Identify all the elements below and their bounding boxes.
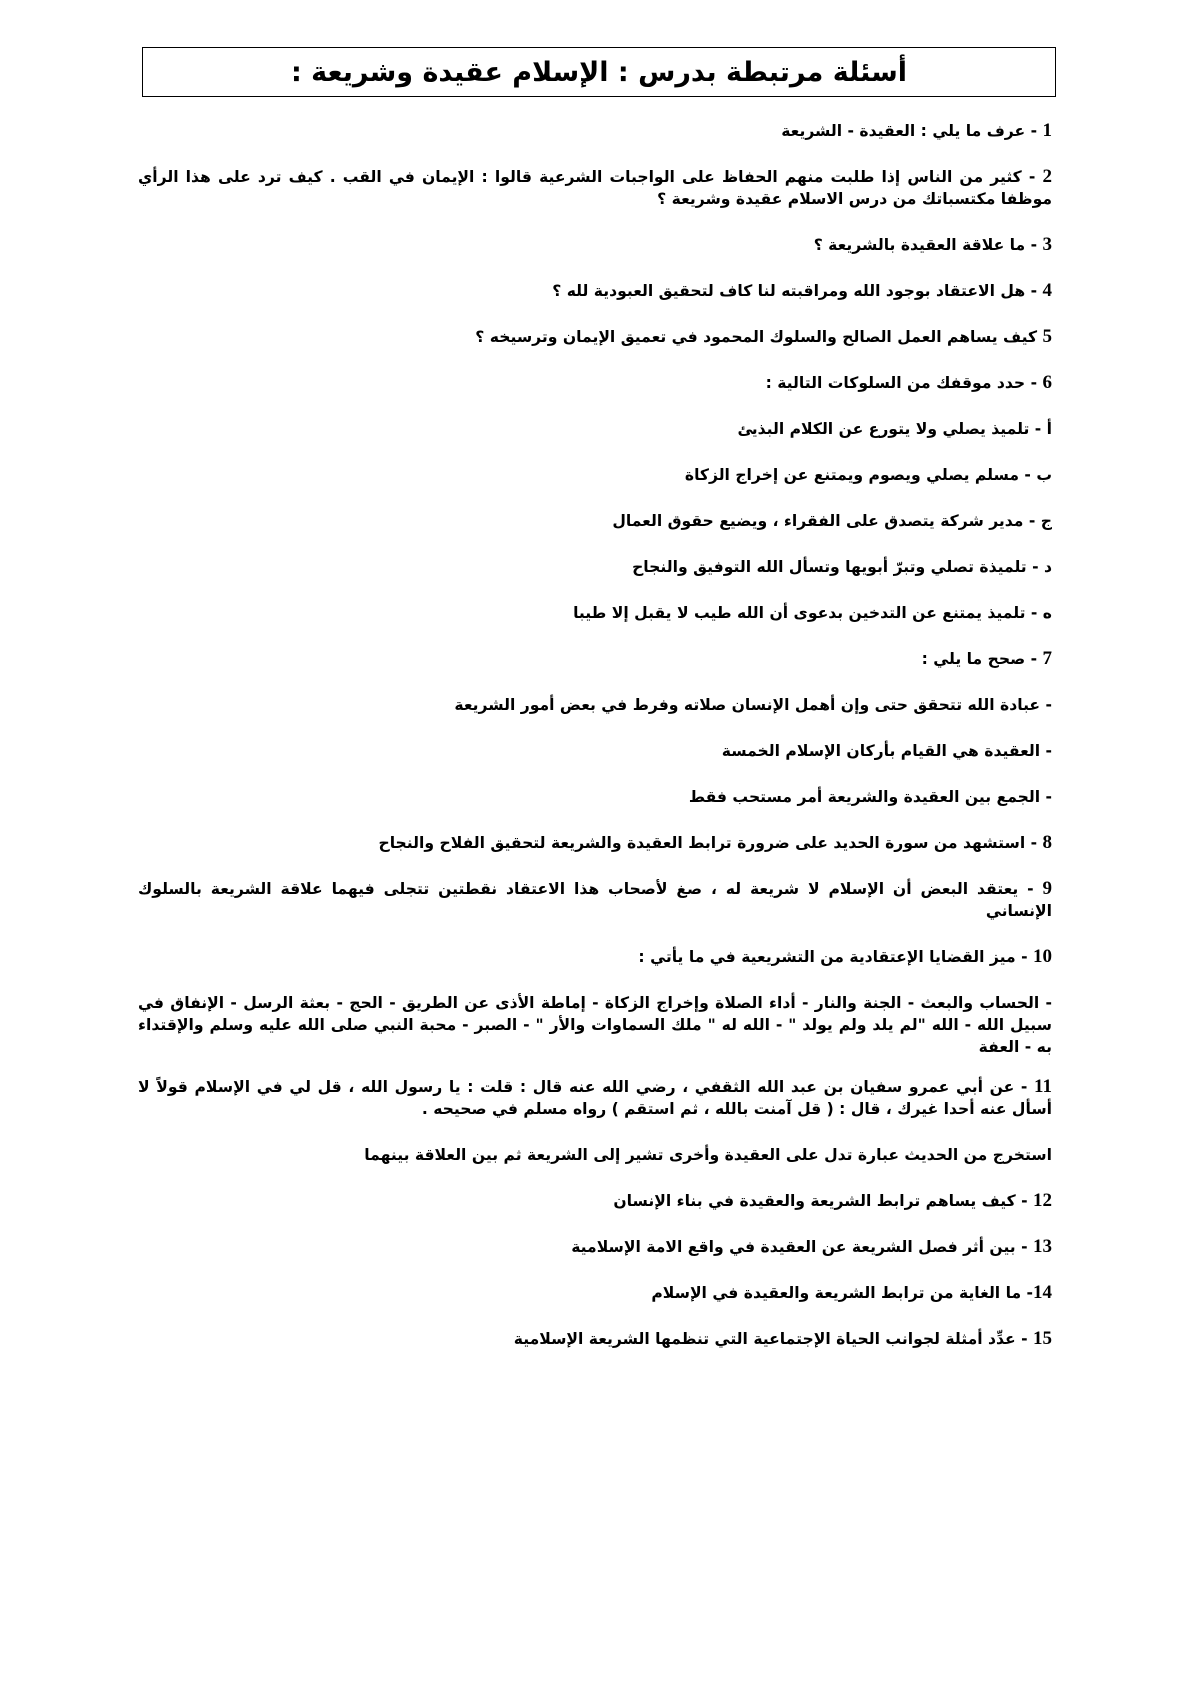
question-number: 1 xyxy=(1042,120,1052,141)
question-13 xyxy=(138,1236,1052,1258)
sub-item-text: د - تلميذة تصلي وتبرّ أبويها وتسأل الله التوفيق والنجاح xyxy=(632,558,1052,576)
question-3 xyxy=(138,234,1052,256)
question-15 xyxy=(138,1328,1052,1350)
question-text: - كيف يساهم ترابط الشريعة والعقيدة في بناء الإنسان xyxy=(613,1192,1033,1210)
question-text: - بين أثر فصل الشريعة عن العقيدة في واقع الامة الإسلامية xyxy=(571,1238,1033,1256)
hadith-task xyxy=(138,1144,1052,1166)
sub-item-text: - الجمع بين العقيدة والشريعة أمر مستحب فقط xyxy=(688,788,1052,806)
question-1 xyxy=(138,120,1052,142)
question-text: - هل الاعتقاد بوجود الله ومراقبته لنا كاف لتحقيق العبودية لله ؟ xyxy=(552,282,1043,300)
question-4 xyxy=(138,280,1052,302)
question-number: 7 xyxy=(1042,648,1052,669)
question-text: - عدِّد أمثلة لجوانب الحياة الإجتماعية التي تنظمها الشريعة الإسلامية xyxy=(513,1330,1033,1348)
sub-item-text: ب - مسلم يصلي ويصوم ويمتنع عن إخراج الزكاة xyxy=(684,466,1052,484)
question-number: 15 xyxy=(1033,1328,1052,1349)
correction-item-1 xyxy=(138,694,1052,716)
sub-item-text: - العقيدة هي القيام بأركان الإسلام الخمسة xyxy=(721,742,1052,760)
question-number: 5 xyxy=(1042,326,1052,347)
sub-item-text: أ - تلميذ يصلي ولا يتورع عن الكلام البذيئ xyxy=(737,420,1052,438)
question-text: كيف يساهم العمل الصالح والسلوك المحمود في تعميق الإيمان وترسيخه ؟ xyxy=(475,328,1043,346)
question-text: - استشهد من سورة الحديد على ضرورة ترابط العقيدة والشريعة لتحقيق الفلاح والنجاح xyxy=(378,834,1043,852)
question-number: 6 xyxy=(1042,372,1052,393)
question-5 xyxy=(138,326,1052,348)
question-text: - ما علاقة العقيدة بالشريعة ؟ xyxy=(813,236,1043,254)
issues-list xyxy=(138,992,1052,1058)
question-number: 12 xyxy=(1033,1190,1052,1211)
question-text: - ما الغاية من ترابط الشريعة والعقيدة في الإسلام xyxy=(651,1284,1033,1302)
sub-item-c xyxy=(138,510,1052,532)
question-number: 10 xyxy=(1033,946,1052,967)
page-title: أسئلة مرتبطة بدرس : الإسلام عقيدة وشريعة : xyxy=(290,56,908,88)
question-number: 11 xyxy=(1034,1076,1052,1097)
question-text: - صحح ما يلي : xyxy=(921,650,1043,668)
correction-item-2 xyxy=(138,740,1052,762)
question-12 xyxy=(138,1190,1052,1212)
sub-item-b xyxy=(138,464,1052,486)
question-number: 4 xyxy=(1042,280,1052,301)
correction-item-3 xyxy=(138,786,1052,808)
question-text: - عن أبي عمرو سفيان بن عبد الله الثقفي ، رضي الله عنه قال : قلت : يا رسول الله ، قل لي في الإسلام قولاً لا أسأل عنه أحدا غيرك ، قال : ( قل آمنت بالله ، ثم استقم ) رواه مسلم في صحيحه . xyxy=(138,1078,1052,1118)
sub-item-text: استخرج من الحديث عبارة تدل على العقيدة وأخرى تشير إلى الشريعة ثم بين العلاقة بينهما xyxy=(364,1146,1052,1164)
sub-item-text: ج - مدير شركة يتصدق على الفقراء ، ويضيع حقوق العمال xyxy=(612,512,1052,530)
question-6 xyxy=(138,372,1052,394)
sub-item-a xyxy=(138,418,1052,440)
question-number: 13 xyxy=(1033,1236,1052,1257)
question-number: 8 xyxy=(1042,832,1052,853)
question-number: 2 xyxy=(1042,166,1052,187)
question-number: 14 xyxy=(1033,1282,1052,1303)
question-text: - يعتقد البعض أن الإسلام لا شريعة له ، صغ لأصحاب هذا الاعتقاد نقطتين تتجلى فيهما علاقة الشريعة بالسلوك الإنساني xyxy=(138,880,1052,920)
question-8 xyxy=(138,832,1052,854)
question-2 xyxy=(138,166,1052,210)
question-text: - عرف ما يلي : العقيدة - الشريعة xyxy=(781,122,1043,140)
question-number: 3 xyxy=(1042,234,1052,255)
sub-item-text: - الحساب والبعث - الجنة والنار - أداء الصلاة وإخراج الزكاة - إماطة الأذى عن الطريق - الحج - بعثة الرسل - الإنفاق في سبيل الله - الله "لم يلد ولم يولد " - الله له " ملك السماوات والأر " - الصبر - محبة النبي صلى الله عليه وسلم والإقتداء به - العفة xyxy=(138,994,1052,1056)
sub-item-d xyxy=(138,556,1052,578)
question-text: - حدد موقفك من السلوكات التالية : xyxy=(765,374,1043,392)
question-number: 9 xyxy=(1042,878,1052,899)
question-7 xyxy=(138,648,1052,670)
question-text: - كثير من الناس إذا طلبت منهم الحفاظ على الواجبات الشرعية قالوا : الإيمان في القب . كيف ترد على هذا الرأي موظفا مكتسباتك من درس الاسلام عقيدة وشريعة ؟ xyxy=(138,168,1052,208)
sub-item-e xyxy=(138,602,1052,624)
sub-item-text: ه - تلميذ يمتنع عن التدخين بدعوى أن الله طيب لا يقبل إلا طيبا xyxy=(573,604,1052,622)
question-9 xyxy=(138,878,1052,922)
questions-list xyxy=(138,120,1052,1374)
question-14 xyxy=(138,1282,1052,1304)
question-11 xyxy=(138,1076,1052,1120)
question-text: - ميز القضايا الإعتقادية من التشريعية في ما يأتي : xyxy=(638,948,1033,966)
question-10 xyxy=(138,946,1052,968)
title-box xyxy=(142,47,1056,97)
sub-item-text: - عبادة الله تتحقق حتى وإن أهمل الإنسان صلاته وفرط في بعض أمور الشريعة xyxy=(454,696,1052,714)
